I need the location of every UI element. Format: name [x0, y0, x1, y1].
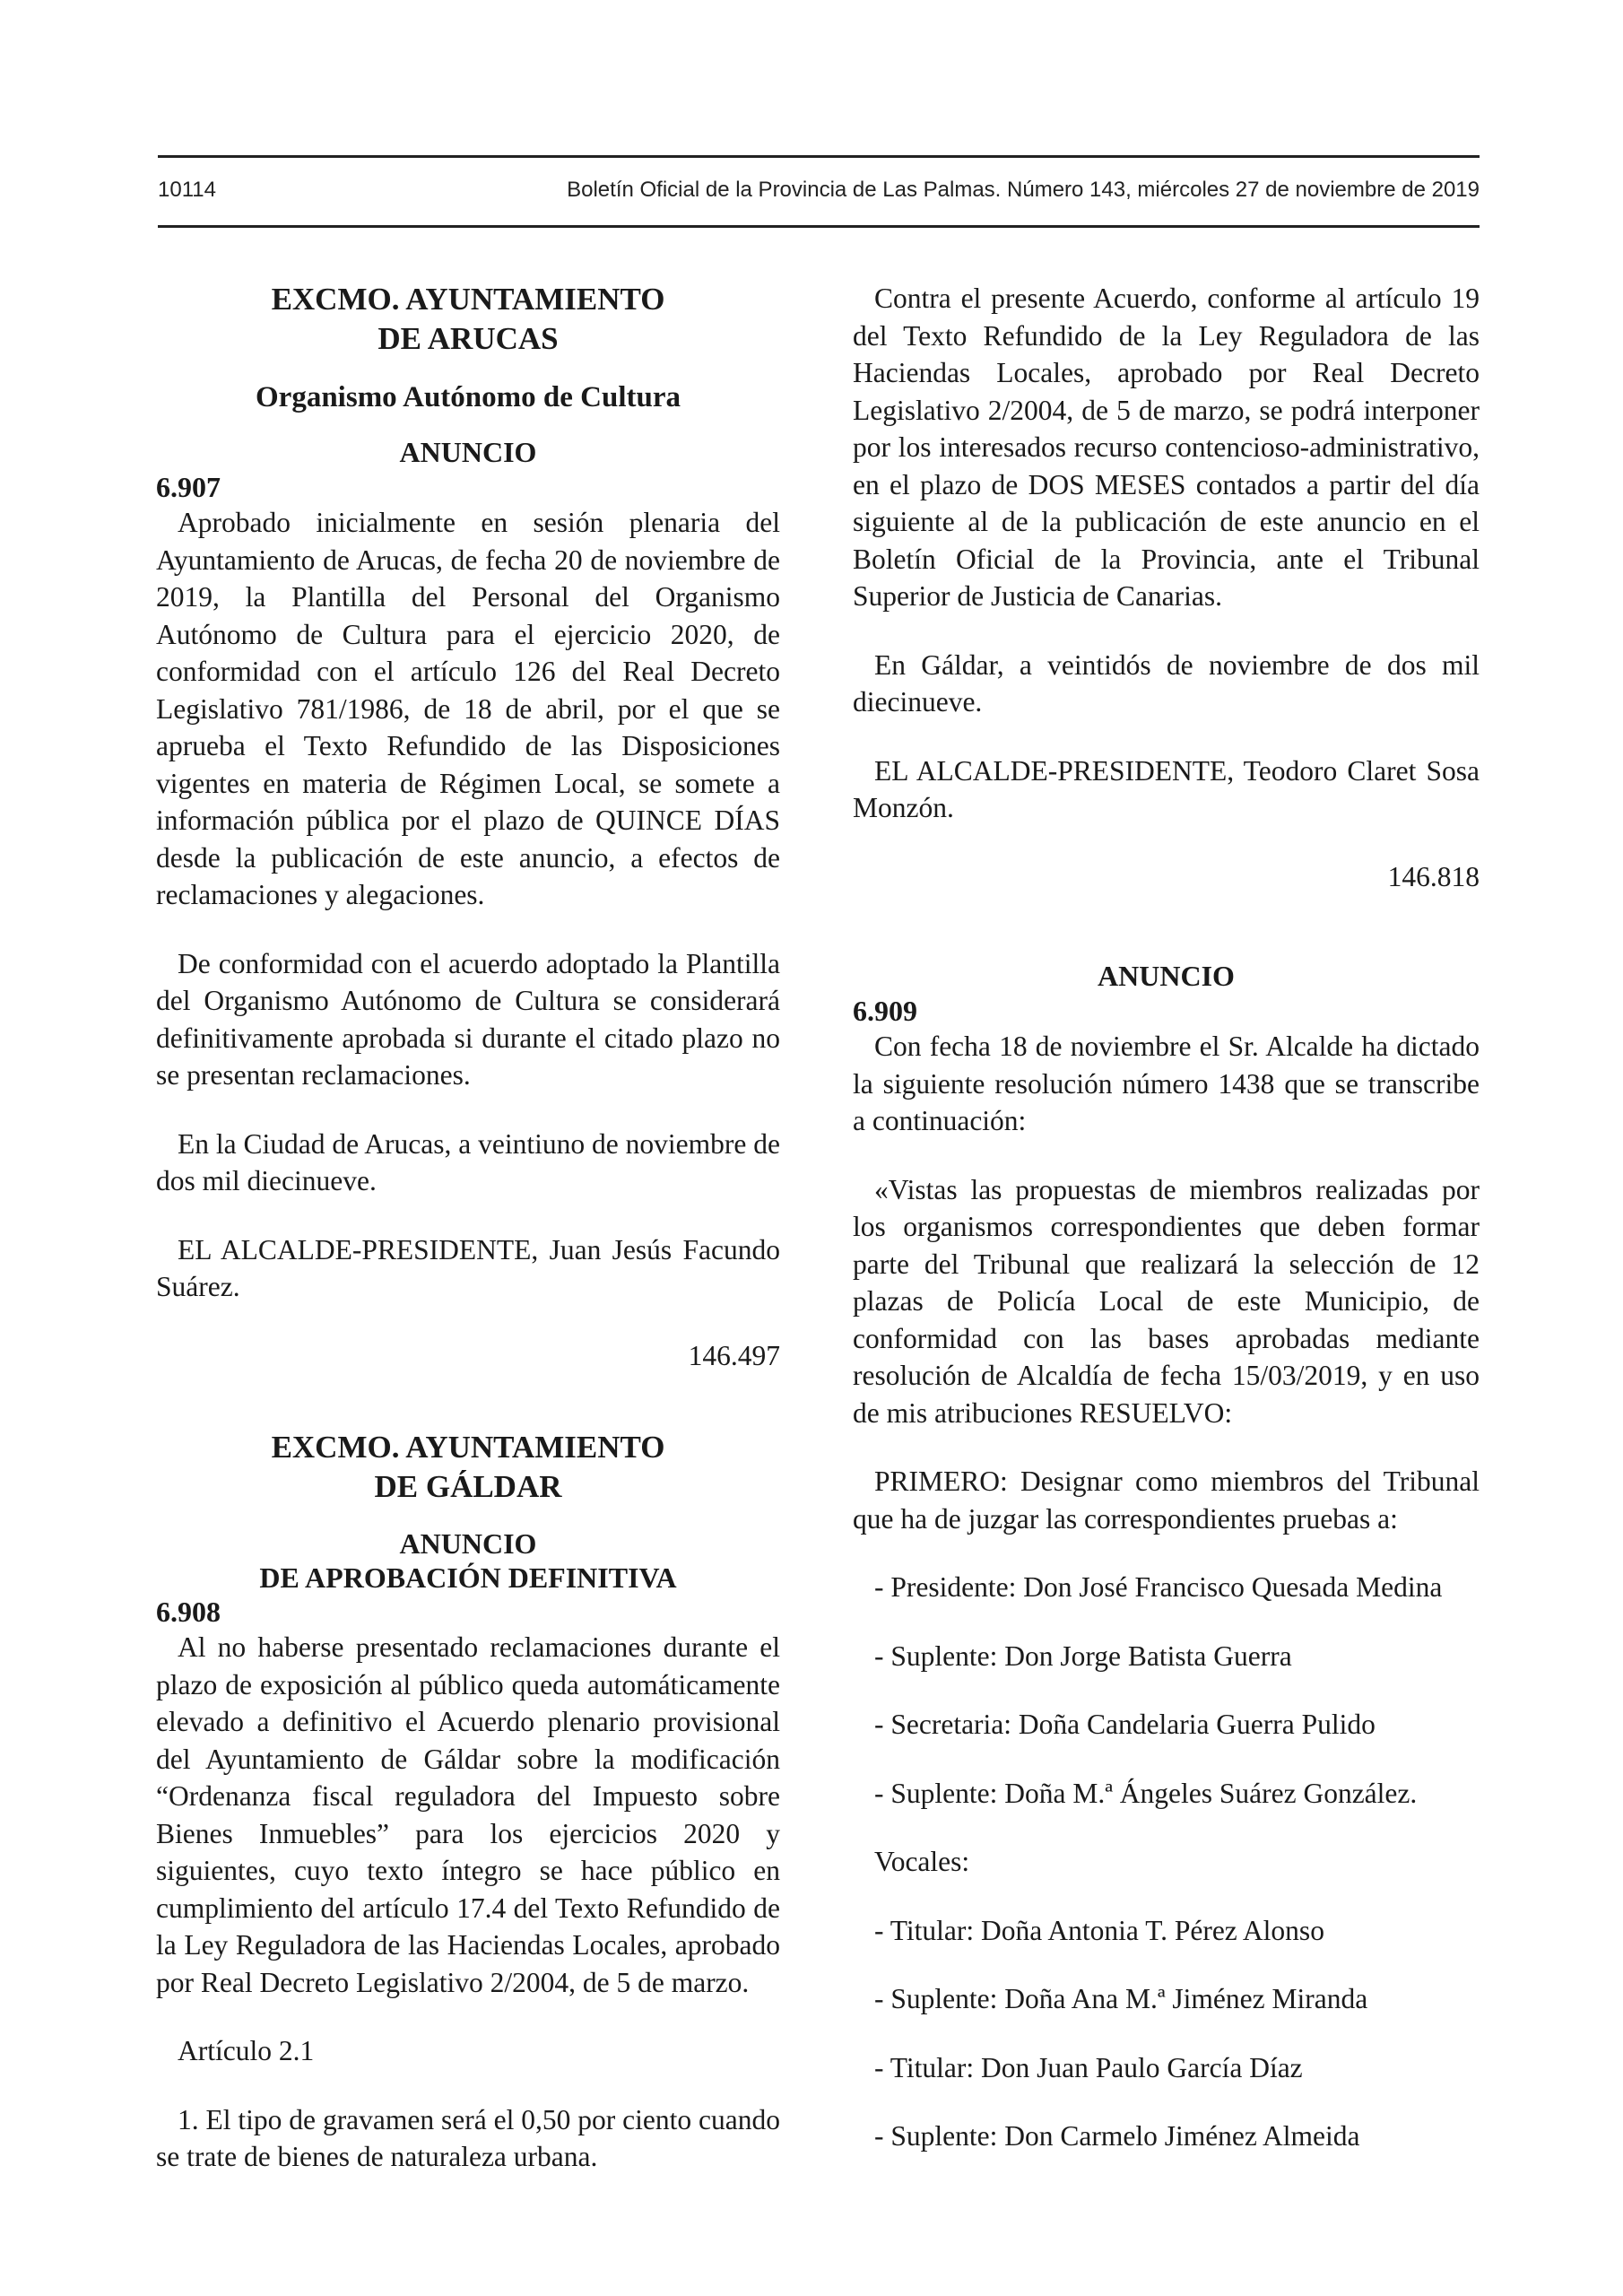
paragraph: En Gáldar, a veintidós de noviembre de dos mil diecinueve.	[853, 648, 1480, 718]
anuncio-line: ANUNCIO	[399, 1527, 537, 1560]
announcement-6907	[156, 280, 780, 1374]
title-line: DE ARUCAS	[378, 321, 559, 356]
announcement-number: 6.909	[853, 995, 917, 1027]
paragraph: 1. El tipo de gravamen será el 0,50 por ciento cuando se trate de bienes de naturaleza urbana.	[156, 2103, 780, 2172]
anuncio-line: DE APROBACIÓN DEFINITIVA	[259, 1561, 677, 1594]
title-line: EXCMO. AYUNTAMIENTO	[271, 282, 665, 317]
anuncio-heading	[156, 1526, 780, 1595]
announcement-number: 6.907	[156, 471, 221, 503]
announcement-6908-continued	[853, 280, 1480, 895]
signature: EL ALCALDE-PRESIDENTE, Juan Jesús Facundo Suárez.	[156, 1233, 780, 1302]
list-item: Vocales:	[874, 1846, 970, 1877]
announcement-6909	[853, 958, 1480, 2155]
title-line: EXCMO. AYUNTAMIENTO	[271, 1430, 665, 1465]
announcement-number: 6.908	[156, 1596, 221, 1628]
list-item: - Suplente: Don Jorge Batista Guerra	[874, 1639, 1292, 1672]
section-title	[156, 1428, 780, 1507]
title-line: DE GÁLDAR	[374, 1469, 562, 1504]
anuncio-heading: ANUNCIO	[1098, 960, 1235, 992]
header-bottom-rule	[158, 225, 1480, 228]
list-item: - Suplente: Don Carmelo Jiménez Almeida	[874, 2120, 1360, 2152]
tribunal-members-list	[853, 1569, 1480, 2155]
page-number: 10114	[158, 178, 216, 202]
right-column	[853, 280, 1480, 2155]
anuncio-heading: ANUNCIO	[399, 436, 537, 468]
list-item: - Titular: Doña Antonia T. Pérez Alonso	[874, 1914, 1324, 1946]
list-item: - Titular: Don Juan Paulo García Díaz	[874, 2051, 1303, 2083]
paragraph: En la Ciudad de Arucas, a veintiuno de noviembre de dos mil diecinueve.	[156, 1127, 780, 1196]
paragraph: Al no haberse presentado reclamaciones durante el plazo de exposición al público queda automáticamente elevado a definitivo el Acuerdo plenario provisional del Ayuntamiento de Gáldar sobre la modificación “Ordenanza fiscal reguladora del Impuesto sobre Bienes Inmuebles” para los ejercicios 2020 y siguientes, cuyo texto íntegro se hace público en cumplimiento del artículo 17.4 del Texto Refundido de la Ley Reguladora de las Haciendas Locales, aprobado por Real Decreto Legislativo 2/2004, de 5 de marzo.	[156, 1631, 780, 1998]
paragraph: De conformidad con el acuerdo adoptado la Plantilla del Organismo Autónomo de Cultura se considerará definitivamente aprobada si durante el citado plazo no se presentan reclamaciones.	[156, 947, 780, 1091]
paragraph: Con fecha 18 de noviembre el Sr. Alcalde ha dictado la siguiente resolución número 1438 que se transcribe a continuación:	[853, 1031, 1480, 1136]
publication-header: Boletín Oficial de la Provincia de Las Palmas. Número 143, miércoles 27 de noviembre de 2019	[567, 178, 1480, 202]
article-heading: Artículo 2.1	[178, 2035, 315, 2066]
list-item: - Suplente: Doña Ana M.ª Jiménez Miranda	[874, 1983, 1368, 2014]
paragraph: Contra el presente Acuerdo, conforme al artículo 19 del Texto Refundido de la Ley Reguladora de las Haciendas Locales, aprobado por Real Decreto Legislativo 2/2004, de 5 de marzo, se podrá interponer por los interesados recurso contencioso-administrativo, en el plazo de DOS MESES contados a partir del día siguiente al de la publicación de este anuncio en el Boletín Oficial de la Provincia, ante el Tribunal Superior de Justicia de Canarias.	[853, 283, 1480, 612]
announcement-6908	[156, 1428, 780, 2176]
list-item: - Suplente: Doña M.ª Ángeles Suárez González.	[874, 1777, 1418, 1809]
left-column	[156, 280, 780, 2176]
section-subtitle: Organismo Autónomo de Cultura	[256, 381, 681, 413]
header-top-rule	[158, 155, 1480, 158]
signature: EL ALCALDE-PRESIDENTE, Teodoro Claret Sosa Monzón.	[853, 754, 1480, 823]
paragraph: PRIMERO: Designar como miembros del Tribunal que ha de juzgar las correspondientes pruebas a:	[853, 1465, 1480, 1535]
list-item: - Secretaria: Doña Candelaria Guerra Pulido	[874, 1709, 1376, 1740]
paragraph: Aprobado inicialmente en sesión plenaria del Ayuntamiento de Arucas, de fecha 20 de noviembre de 2019, la Plantilla del Personal del Organismo Autónomo de Cultura para el ejercicio 2020, de conformidad con el artículo 126 del Real Decreto Legislativo 781/1986, de 18 de abril, por el que se aprueba el Texto Refundido de las Disposiciones vigentes en materia de Régimen Local, se somete a información pública por el plazo de QUINCE DÍAS desde la publicación de este anuncio, a efectos de reclamaciones y alegaciones.	[156, 507, 780, 910]
list-item: - Presidente: Don José Francisco Quesada Medina	[874, 1571, 1443, 1603]
paragraph: «Vistas las propuestas de miembros realizadas por los organismos correspondientes que deben formar parte del Tribunal que realizará la selección de 12 plazas de Policía Local de este Municipio, de conformidad con las bases aprobadas mediante resolución de Alcaldía de fecha 15/03/2019, y en uso de mis atribuciones RESUELVO:	[853, 1173, 1480, 1429]
reference-number: 146.497	[688, 1339, 780, 1371]
reference-number: 146.818	[1387, 860, 1480, 892]
section-title	[156, 280, 780, 359]
